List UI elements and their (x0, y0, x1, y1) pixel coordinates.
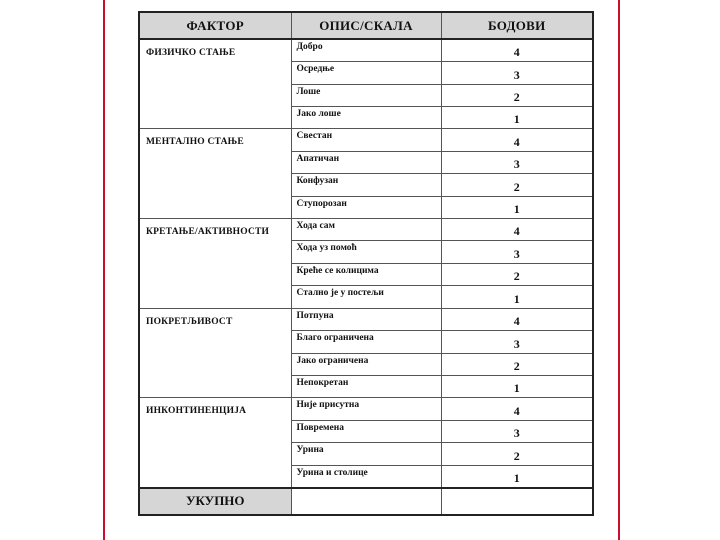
description-cell: Хода сам (291, 219, 441, 241)
table-row (139, 129, 593, 151)
score-cell: 4 (441, 308, 593, 330)
score-cell: 2 (441, 84, 593, 106)
factor-label: МЕНТАЛНО СТАЊЕ (139, 129, 291, 219)
table-body (139, 12, 593, 515)
description-cell: Није присутна (291, 398, 441, 420)
description-cell: Свестан (291, 129, 441, 151)
total-row (139, 488, 593, 515)
table-row (139, 219, 593, 241)
factor-label: КРЕТАЊЕ/АКТИВНОСТИ (139, 219, 291, 309)
description-cell: Ступорозан (291, 196, 441, 218)
right-page-border (618, 0, 620, 540)
score-cell: 3 (441, 151, 593, 173)
description-cell: Стално је у постељи (291, 286, 441, 308)
description-cell: Апатичан (291, 151, 441, 173)
description-cell: Непокретан (291, 375, 441, 397)
factor-label: ФИЗИЧКО СТАЊЕ (139, 39, 291, 129)
score-cell: 3 (441, 241, 593, 263)
total-description-cell (291, 488, 441, 515)
total-score-cell (441, 488, 593, 515)
header-description: ОПИС/СКАЛА (291, 12, 441, 39)
score-cell: 4 (441, 398, 593, 420)
score-cell: 4 (441, 219, 593, 241)
score-cell: 2 (441, 263, 593, 285)
score-cell: 4 (441, 129, 593, 151)
description-cell: Урина и столице (291, 465, 441, 487)
score-cell: 1 (441, 375, 593, 397)
description-cell: Благо ограничена (291, 331, 441, 353)
description-cell: Јако лоше (291, 106, 441, 128)
description-cell: Конфузан (291, 174, 441, 196)
description-cell: Лоше (291, 84, 441, 106)
norton-scale-table (138, 11, 594, 516)
score-cell: 1 (441, 196, 593, 218)
header-factor: ФАКТОР (139, 12, 291, 39)
table-header-row (139, 12, 593, 39)
description-cell: Добро (291, 39, 441, 61)
score-cell: 2 (441, 443, 593, 465)
score-cell: 3 (441, 331, 593, 353)
factor-label: ПОКРЕТЉИВОСТ (139, 308, 291, 398)
score-cell: 2 (441, 174, 593, 196)
table-row (139, 39, 593, 61)
total-label: УКУПНО (139, 488, 291, 515)
score-cell: 2 (441, 353, 593, 375)
score-cell: 1 (441, 106, 593, 128)
score-cell: 1 (441, 465, 593, 487)
score-cell: 4 (441, 39, 593, 61)
description-cell: Урина (291, 443, 441, 465)
left-page-border (103, 0, 105, 540)
table-row (139, 308, 593, 330)
description-cell: Осредње (291, 62, 441, 84)
table-row (139, 398, 593, 420)
score-cell: 1 (441, 286, 593, 308)
description-cell: Јако ограничена (291, 353, 441, 375)
description-cell: Креће се колицима (291, 263, 441, 285)
description-cell: Потпуна (291, 308, 441, 330)
factor-label: ИНКОНТИНЕНЦИЈА (139, 398, 291, 488)
score-cell: 3 (441, 420, 593, 442)
description-cell: Повремена (291, 420, 441, 442)
header-score: БОДОВИ (441, 12, 593, 39)
score-cell: 3 (441, 62, 593, 84)
description-cell: Хода уз помоћ (291, 241, 441, 263)
